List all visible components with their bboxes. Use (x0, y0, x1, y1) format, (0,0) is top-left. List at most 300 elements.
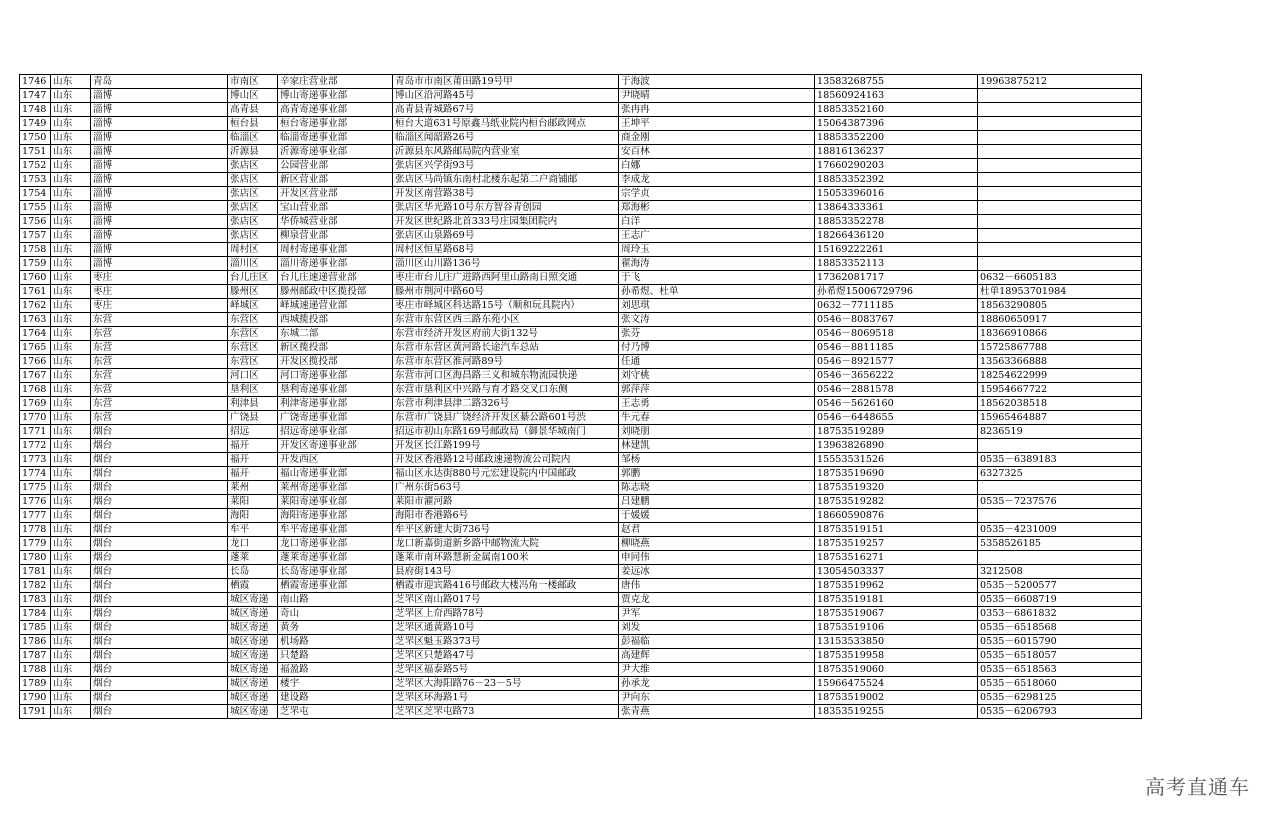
cell-phone-alt (978, 131, 1142, 145)
cell-index: 1747 (20, 89, 51, 103)
cell-city: 淄博 (91, 89, 228, 103)
cell-phone: 0546－6448655 (815, 411, 978, 425)
cell-city: 淄博 (91, 131, 228, 145)
cell-district: 张店区 (228, 229, 278, 243)
cell-index: 1783 (20, 593, 51, 607)
cell-unit: 机场路 (278, 635, 393, 649)
cell-province: 山东 (51, 621, 91, 635)
cell-city: 烟台 (91, 691, 228, 705)
cell-phone: 15553531526 (815, 453, 978, 467)
cell-unit: 福山寄递事业部 (278, 467, 393, 481)
cell-phone-alt: 0535－5200577 (978, 579, 1142, 593)
table-row (20, 565, 1142, 579)
cell-contact: 郑海彬 (619, 201, 815, 215)
cell-address: 沂源县东风路邮局院内营业室 (393, 145, 619, 159)
cell-contact: 唐伟 (619, 579, 815, 593)
cell-province: 山东 (51, 215, 91, 229)
cell-address: 芝罘区魁玉路373号 (393, 635, 619, 649)
cell-index: 1785 (20, 621, 51, 635)
cell-unit: 招远寄递事业部 (278, 425, 393, 439)
table-row (20, 411, 1142, 425)
cell-unit: 新区揽投部 (278, 341, 393, 355)
cell-unit: 蓬莱寄递事业部 (278, 551, 393, 565)
cell-province: 山东 (51, 481, 91, 495)
cell-phone: 18560924163 (815, 89, 978, 103)
table-row (20, 635, 1142, 649)
cell-index: 1756 (20, 215, 51, 229)
cell-city: 东营 (91, 313, 228, 327)
cell-index: 1766 (20, 355, 51, 369)
cell-district: 张店区 (228, 215, 278, 229)
cell-phone: 0546－8069518 (815, 327, 978, 341)
cell-phone-alt (978, 229, 1142, 243)
cell-district: 城区寄递 (228, 593, 278, 607)
cell-province: 山东 (51, 75, 91, 89)
cell-phone-alt: 18366910866 (978, 327, 1142, 341)
cell-district: 利津县 (228, 397, 278, 411)
cell-contact: 尹晓晴 (619, 89, 815, 103)
cell-address: 枣庄市峄城区科达路15号（顺和玩具院内） (393, 299, 619, 313)
cell-unit: 芝罘屯 (278, 705, 393, 719)
cell-address: 开发区南营路38号 (393, 187, 619, 201)
cell-phone: 18753519690 (815, 467, 978, 481)
cell-index: 1791 (20, 705, 51, 719)
cell-unit: 只楚路 (278, 649, 393, 663)
cell-phone: 0632－7711185 (815, 299, 978, 313)
cell-contact: 贾克龙 (619, 593, 815, 607)
cell-province: 山东 (51, 635, 91, 649)
cell-unit: 柳泉营业部 (278, 229, 393, 243)
cell-index: 1786 (20, 635, 51, 649)
table-row (20, 705, 1142, 719)
cell-contact: 商金刚 (619, 131, 815, 145)
cell-phone: 18753519289 (815, 425, 978, 439)
cell-unit: 博山寄递事业部 (278, 89, 393, 103)
cell-city: 枣庄 (91, 299, 228, 313)
cell-contact: 王志广 (619, 229, 815, 243)
cell-address: 临淄区闻韶路26号 (393, 131, 619, 145)
cell-contact: 牛元春 (619, 411, 815, 425)
cell-phone-alt (978, 201, 1142, 215)
cell-address: 莱阳市濯河路 (393, 495, 619, 509)
cell-district: 龙口 (228, 537, 278, 551)
cell-contact: 翟海涛 (619, 257, 815, 271)
table-row (20, 425, 1142, 439)
cell-city: 淄博 (91, 145, 228, 159)
cell-province: 山东 (51, 173, 91, 187)
cell-contact: 于飞 (619, 271, 815, 285)
cell-phone-alt: 0353－6861832 (978, 607, 1142, 621)
cell-unit: 奇山 (278, 607, 393, 621)
cell-district: 张店区 (228, 173, 278, 187)
cell-index: 1767 (20, 369, 51, 383)
cell-city: 淄博 (91, 187, 228, 201)
cell-province: 山东 (51, 607, 91, 621)
cell-index: 1769 (20, 397, 51, 411)
cell-phone: 孙希煜15006729796 (815, 285, 978, 299)
cell-address: 枣庄市台儿庄广进路西阿里山路南日照交通 (393, 271, 619, 285)
cell-unit: 桓台寄递事业部 (278, 117, 393, 131)
cell-city: 东营 (91, 411, 228, 425)
table-row (20, 341, 1142, 355)
cell-address: 高青县青城路67号 (393, 103, 619, 117)
cell-phone-alt: 6327325 (978, 467, 1142, 481)
cell-unit: 莱阳寄递事业部 (278, 495, 393, 509)
cell-city: 枣庄 (91, 285, 228, 299)
cell-phone-alt: 0535－6518563 (978, 663, 1142, 677)
table-row (20, 593, 1142, 607)
cell-phone: 18753519257 (815, 537, 978, 551)
cell-unit: 临淄寄递事业部 (278, 131, 393, 145)
cell-province: 山东 (51, 705, 91, 719)
cell-city: 东营 (91, 383, 228, 397)
cell-city: 烟台 (91, 593, 228, 607)
table-row (20, 313, 1142, 327)
cell-phone-alt (978, 173, 1142, 187)
cell-phone: 18853352392 (815, 173, 978, 187)
cell-district: 桓台县 (228, 117, 278, 131)
cell-phone: 0546－5626160 (815, 397, 978, 411)
cell-city: 烟台 (91, 551, 228, 565)
cell-district: 滕州区 (228, 285, 278, 299)
cell-city: 淄博 (91, 229, 228, 243)
cell-contact: 彭福临 (619, 635, 815, 649)
cell-address: 淄川区山川路136号 (393, 257, 619, 271)
cell-city: 烟台 (91, 523, 228, 537)
cell-index: 1759 (20, 257, 51, 271)
cell-province: 山东 (51, 341, 91, 355)
cell-city: 烟台 (91, 649, 228, 663)
cell-phone-alt (978, 89, 1142, 103)
cell-contact: 孙希煜、杜单 (619, 285, 815, 299)
cell-phone-alt: 0535－6518057 (978, 649, 1142, 663)
cell-city: 青岛 (91, 75, 228, 89)
cell-province: 山东 (51, 425, 91, 439)
cell-contact: 王坤平 (619, 117, 815, 131)
cell-index: 1780 (20, 551, 51, 565)
cell-unit: 西城揽投部 (278, 313, 393, 327)
watermark-text: 高考直通车 (1145, 775, 1250, 799)
cell-address: 芝罘区芝罘屯路73 (393, 705, 619, 719)
cell-unit: 牟平寄递事业部 (278, 523, 393, 537)
cell-province: 山东 (51, 495, 91, 509)
cell-phone-alt: 15965464887 (978, 411, 1142, 425)
cell-contact: 陈志晓 (619, 481, 815, 495)
cell-phone-alt: 0535－6298125 (978, 691, 1142, 705)
cell-province: 山东 (51, 663, 91, 677)
cell-address: 县府街143号 (393, 565, 619, 579)
cell-province: 山东 (51, 187, 91, 201)
cell-city: 淄博 (91, 257, 228, 271)
cell-address: 张店区华光路10号东方智谷青创园 (393, 201, 619, 215)
cell-phone-alt (978, 439, 1142, 453)
cell-phone-alt: 19963875212 (978, 75, 1142, 89)
cell-district: 福开 (228, 439, 278, 453)
cell-index: 1753 (20, 173, 51, 187)
cell-contact: 吕建鹏 (619, 495, 815, 509)
cell-district: 城区寄递 (228, 691, 278, 705)
cell-index: 1771 (20, 425, 51, 439)
cell-phone: 13054503337 (815, 565, 978, 579)
cell-index: 1787 (20, 649, 51, 663)
cell-phone: 13153533850 (815, 635, 978, 649)
cell-province: 山东 (51, 677, 91, 691)
cell-address: 东营市东营区淮河路89号 (393, 355, 619, 369)
cell-index: 1777 (20, 509, 51, 523)
cell-province: 山东 (51, 201, 91, 215)
cell-phone-alt: 0535－7237576 (978, 495, 1142, 509)
cell-phone: 18853352160 (815, 103, 978, 117)
cell-phone: 13864333361 (815, 201, 978, 215)
cell-district: 城区寄递 (228, 677, 278, 691)
cell-phone-alt: 13563366888 (978, 355, 1142, 369)
cell-province: 山东 (51, 117, 91, 131)
table-row (20, 481, 1142, 495)
cell-city: 淄博 (91, 117, 228, 131)
cell-district: 周村区 (228, 243, 278, 257)
cell-district: 蓬莱 (228, 551, 278, 565)
cell-city: 烟台 (91, 607, 228, 621)
cell-district: 河口区 (228, 369, 278, 383)
cell-unit: 淄川寄递事业部 (278, 257, 393, 271)
table-row (20, 89, 1142, 103)
cell-index: 1758 (20, 243, 51, 257)
table-row (20, 397, 1142, 411)
cell-phone: 17362081717 (815, 271, 978, 285)
cell-district: 海阳 (228, 509, 278, 523)
cell-phone: 15064387396 (815, 117, 978, 131)
cell-phone-alt: 5358526185 (978, 537, 1142, 551)
cell-district: 城区寄递 (228, 621, 278, 635)
cell-city: 烟台 (91, 481, 228, 495)
cell-province: 山东 (51, 229, 91, 243)
cell-province: 山东 (51, 327, 91, 341)
cell-address: 招远市初山东路169号邮政局（御景华城南门 (393, 425, 619, 439)
cell-contact: 申同伟 (619, 551, 815, 565)
cell-unit: 滕州邮政中区揽投部 (278, 285, 393, 299)
cell-district: 临淄区 (228, 131, 278, 145)
cell-unit: 龙口寄递事业部 (278, 537, 393, 551)
cell-index: 1772 (20, 439, 51, 453)
cell-unit: 宝山营业部 (278, 201, 393, 215)
cell-index: 1750 (20, 131, 51, 145)
cell-district: 台儿庄区 (228, 271, 278, 285)
cell-city: 东营 (91, 369, 228, 383)
cell-province: 山东 (51, 439, 91, 453)
cell-district: 城区寄递 (228, 635, 278, 649)
cell-address: 张店区马尚镇东南村北楼东起第二户商铺邮 (393, 173, 619, 187)
table-row (20, 187, 1142, 201)
cell-unit: 开发西区 (278, 453, 393, 467)
cell-index: 1755 (20, 201, 51, 215)
cell-phone-alt: 15725867788 (978, 341, 1142, 355)
cell-phone: 15966475524 (815, 677, 978, 691)
cell-address: 东营市东营区黄河路长途汽车总站 (393, 341, 619, 355)
cell-phone: 0546－2881578 (815, 383, 978, 397)
cell-city: 淄博 (91, 201, 228, 215)
cell-phone-alt (978, 551, 1142, 565)
cell-phone-alt: 0632－6605183 (978, 271, 1142, 285)
table-row (20, 145, 1142, 159)
cell-contact: 刘晓朋 (619, 425, 815, 439)
cell-district: 高青县 (228, 103, 278, 117)
table-row (20, 299, 1142, 313)
table-row (20, 285, 1142, 299)
cell-address: 芝罘区南山路017号 (393, 593, 619, 607)
cell-phone-alt: 8236519 (978, 425, 1142, 439)
cell-province: 山东 (51, 467, 91, 481)
cell-district: 栖霞 (228, 579, 278, 593)
cell-contact: 柳晓燕 (619, 537, 815, 551)
cell-phone: 0546－8921577 (815, 355, 978, 369)
table-row (20, 75, 1142, 89)
cell-index: 1782 (20, 579, 51, 593)
cell-unit: 利津寄递事业部 (278, 397, 393, 411)
cell-contact: 付乃博 (619, 341, 815, 355)
cell-province: 山东 (51, 257, 91, 271)
table-row (20, 271, 1142, 285)
cell-district: 福开 (228, 467, 278, 481)
cell-unit: 开发区营业部 (278, 187, 393, 201)
cell-phone: 18853352113 (815, 257, 978, 271)
cell-province: 山东 (51, 89, 91, 103)
cell-province: 山东 (51, 551, 91, 565)
cell-address: 芝罘区上夼西路78号 (393, 607, 619, 621)
cell-contact: 刘守桃 (619, 369, 815, 383)
cell-phone-alt: 0535－4231009 (978, 523, 1142, 537)
cell-city: 东营 (91, 355, 228, 369)
cell-index: 1752 (20, 159, 51, 173)
cell-district: 博山区 (228, 89, 278, 103)
cell-index: 1762 (20, 299, 51, 313)
cell-unit: 台儿庄速递营业部 (278, 271, 393, 285)
table-row (20, 551, 1142, 565)
cell-address: 东营市东营区西三路东苑小区 (393, 313, 619, 327)
cell-contact: 张芬 (619, 327, 815, 341)
cell-phone-alt: 18254622999 (978, 369, 1142, 383)
cell-phone-alt: 0535－6015790 (978, 635, 1142, 649)
cell-city: 淄博 (91, 173, 228, 187)
cell-province: 山东 (51, 313, 91, 327)
cell-phone: 18753519962 (815, 579, 978, 593)
cell-phone-alt (978, 187, 1142, 201)
cell-district: 福开 (228, 453, 278, 467)
cell-city: 淄博 (91, 243, 228, 257)
table-row (20, 439, 1142, 453)
cell-contact: 张冉冉 (619, 103, 815, 117)
cell-address: 栖霞市迎宾路416号邮政大楼冯角一楼邮政 (393, 579, 619, 593)
cell-unit: 华侨城营业部 (278, 215, 393, 229)
cell-address: 芝罘区只楚路47号 (393, 649, 619, 663)
cell-contact: 张青燕 (619, 705, 815, 719)
cell-phone-alt: 18562038518 (978, 397, 1142, 411)
cell-phone-alt: 15954667722 (978, 383, 1142, 397)
cell-contact: 郭鹏 (619, 467, 815, 481)
cell-phone: 18353519255 (815, 705, 978, 719)
cell-phone-alt: 18860650917 (978, 313, 1142, 327)
cell-phone-alt (978, 103, 1142, 117)
cell-city: 淄博 (91, 159, 228, 173)
cell-province: 山东 (51, 453, 91, 467)
cell-phone: 18853352278 (815, 215, 978, 229)
cell-district: 峄城区 (228, 299, 278, 313)
cell-contact: 王志勇 (619, 397, 815, 411)
cell-unit: 黄务 (278, 621, 393, 635)
cell-address: 开发区世纪路北首333号庄园集团院内 (393, 215, 619, 229)
cell-phone: 18266436120 (815, 229, 978, 243)
cell-unit: 辛家庄营业部 (278, 75, 393, 89)
table-row (20, 537, 1142, 551)
cell-contact: 任通 (619, 355, 815, 369)
table-row (20, 579, 1142, 593)
cell-index: 1768 (20, 383, 51, 397)
cell-phone-alt (978, 509, 1142, 523)
cell-phone-alt: 18563290805 (978, 299, 1142, 313)
cell-unit: 福盈路 (278, 663, 393, 677)
cell-contact: 姜远冰 (619, 565, 815, 579)
cell-address: 芝罘区大海阳路76－23－5号 (393, 677, 619, 691)
cell-province: 山东 (51, 523, 91, 537)
cell-contact: 刘发 (619, 621, 815, 635)
cell-index: 1748 (20, 103, 51, 117)
cell-contact: 白娜 (619, 159, 815, 173)
cell-city: 烟台 (91, 509, 228, 523)
table-row (20, 159, 1142, 173)
cell-address: 龙口新嘉街道新乡路中邮物流大院 (393, 537, 619, 551)
cell-district: 莱阳 (228, 495, 278, 509)
cell-district: 广饶县 (228, 411, 278, 425)
cell-city: 烟台 (91, 467, 228, 481)
cell-contact: 李成龙 (619, 173, 815, 187)
cell-index: 1779 (20, 537, 51, 551)
cell-district: 垦利区 (228, 383, 278, 397)
cell-index: 1790 (20, 691, 51, 705)
table-row (20, 523, 1142, 537)
cell-district: 东营区 (228, 327, 278, 341)
cell-contact: 白洋 (619, 215, 815, 229)
cell-address: 蓬莱市南环路慧新金属南100米 (393, 551, 619, 565)
cell-unit: 长岛寄递事业部 (278, 565, 393, 579)
cell-province: 山东 (51, 145, 91, 159)
table-row (20, 649, 1142, 663)
cell-city: 烟台 (91, 621, 228, 635)
cell-contact: 于媛媛 (619, 509, 815, 523)
cell-address: 滕州市荆河中路60号 (393, 285, 619, 299)
cell-phone-alt (978, 243, 1142, 257)
cell-city: 淄博 (91, 103, 228, 117)
cell-unit: 海阳寄递事业部 (278, 509, 393, 523)
cell-address: 张店区兴学街93号 (393, 159, 619, 173)
cell-contact: 郭萍萍 (619, 383, 815, 397)
cell-province: 山东 (51, 579, 91, 593)
cell-phone-alt: 0535－6518060 (978, 677, 1142, 691)
cell-district: 莱州 (228, 481, 278, 495)
cell-district: 东营区 (228, 355, 278, 369)
cell-district: 城区寄递 (228, 663, 278, 677)
cell-phone-alt (978, 257, 1142, 271)
cell-unit: 高青寄递事业部 (278, 103, 393, 117)
cell-phone-alt (978, 117, 1142, 131)
cell-province: 山东 (51, 649, 91, 663)
cell-address: 博山区沿河路45号 (393, 89, 619, 103)
cell-phone-alt: 3212508 (978, 565, 1142, 579)
cell-address: 福山区永达街880号元宏建设院内中国邮政 (393, 467, 619, 481)
cell-address: 芝罘区环海路1号 (393, 691, 619, 705)
table-body (20, 75, 1142, 719)
cell-index: 1770 (20, 411, 51, 425)
cell-unit: 新区营业部 (278, 173, 393, 187)
cell-province: 山东 (51, 131, 91, 145)
